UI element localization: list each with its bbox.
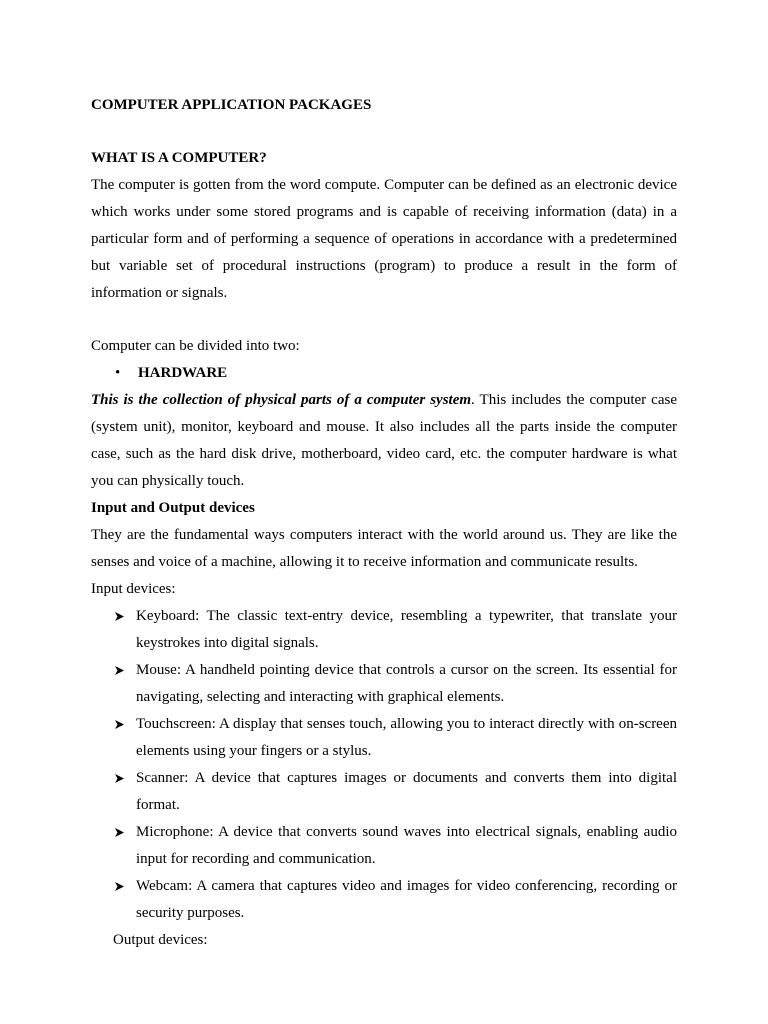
input-device-scanner: Scanner: A device that captures images or documents and converts them into digital format. bbox=[136, 770, 677, 813]
list-item bbox=[91, 765, 677, 819]
hardware-definition-emphasis: This is the collection of physical parts of a computer system bbox=[91, 392, 472, 408]
output-devices-label: Output devices: bbox=[113, 932, 208, 948]
hardware-description: . This includes the computer case (system unit), monitor, keyboard and mouse. It also includes all the parts inside the computer case, such as the hard disk drive, motherboard, video card, etc. the computer hardware is what you can physically touch. bbox=[91, 392, 677, 489]
io-heading: Input and Output devices bbox=[91, 500, 255, 516]
list-item bbox=[91, 711, 677, 765]
arrow-bullet-icon bbox=[112, 657, 128, 684]
document-title: COMPUTER APPLICATION PACKAGES bbox=[91, 97, 372, 113]
section-heading-what-is-computer: WHAT IS A COMPUTER? bbox=[91, 150, 267, 166]
io-paragraph: They are the fundamental ways computers interact with the world around us. They are like the senses and voice of a machine, allowing it to receive information and communicate results. bbox=[91, 527, 677, 570]
input-devices-label: Input devices: bbox=[91, 581, 176, 597]
list-item bbox=[91, 603, 677, 657]
arrow-bullet-icon bbox=[112, 873, 128, 900]
arrow-bullet-icon bbox=[112, 765, 128, 792]
hardware-bullet bbox=[91, 360, 677, 387]
list-item bbox=[91, 873, 677, 927]
definition-paragraph: The computer is gotten from the word compute. Computer can be defined as an electronic device which works under some stored programs and is capable of receiving information (data) in a particular form and of performing a sequence of operations in accordance with a predetermined but variable set of procedural instructions (program) to produce a result in the form of information or signals. bbox=[91, 177, 677, 301]
arrow-bullet-icon bbox=[112, 819, 128, 846]
hardware-paragraph bbox=[91, 387, 677, 495]
document-page bbox=[91, 92, 677, 954]
input-device-mouse: Mouse: A handheld pointing device that controls a cursor on the screen. Its essential for navigating, selecting and interacting with graphical elements. bbox=[136, 662, 677, 705]
input-device-keyboard: Keyboard: The classic text-entry device, resembling a typewriter, that translate your keystrokes into digital signals. bbox=[136, 608, 677, 651]
list-item bbox=[91, 657, 677, 711]
input-device-webcam: Webcam: A camera that captures video and images for video conferencing, recording or security purposes. bbox=[136, 878, 677, 921]
bullet-dot-icon: • bbox=[115, 365, 121, 381]
input-devices-list bbox=[91, 603, 677, 927]
list-item bbox=[91, 819, 677, 873]
arrow-bullet-icon bbox=[112, 603, 128, 630]
input-device-touchscreen: Touchscreen: A display that senses touch, allowing you to interact directly with on-screen elements using your fingers or a stylus. bbox=[136, 716, 677, 759]
arrow-bullet-icon bbox=[112, 711, 128, 738]
hardware-label: HARDWARE bbox=[138, 365, 228, 381]
paragraph-spacer bbox=[91, 307, 677, 333]
divided-intro-text: Computer can be divided into two: bbox=[91, 338, 300, 354]
input-device-microphone: Microphone: A device that converts sound waves into electrical signals, enabling audio input for recording and communication. bbox=[136, 824, 677, 867]
